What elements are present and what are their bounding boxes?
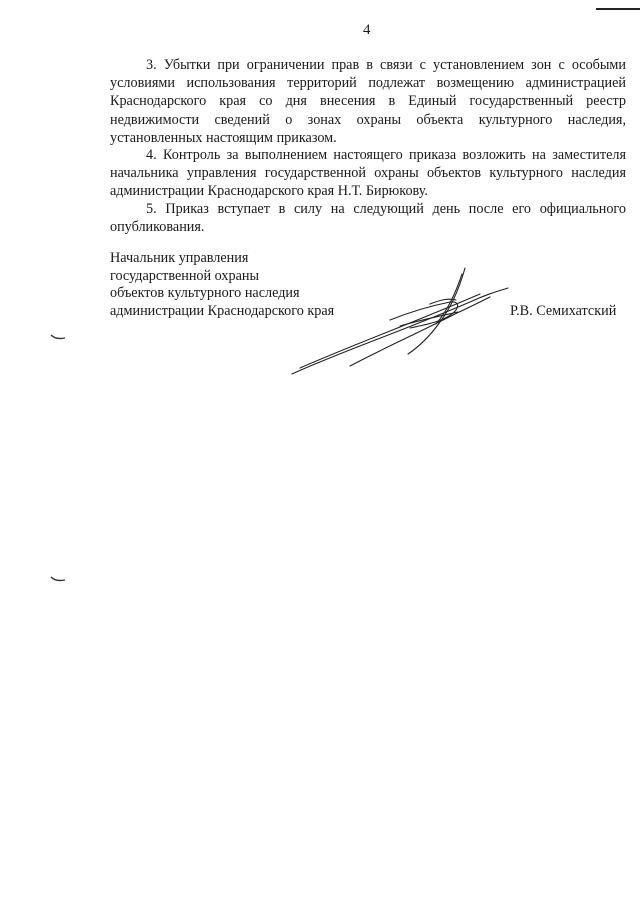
handwritten-signature <box>280 262 520 382</box>
paragraph-4 <box>110 146 626 201</box>
signatory-title-line: администрации Краснодарского края <box>110 302 335 319</box>
paragraph-3 <box>110 56 626 147</box>
signatory-title-line: государственной охраны <box>110 267 260 284</box>
scan-edge-line <box>596 8 640 10</box>
scan-mark-icon <box>50 575 66 583</box>
signatory-title-line: объектов культурного наследия <box>110 285 300 302</box>
scan-mark-icon <box>50 333 66 341</box>
page-number: 4 <box>363 22 371 38</box>
paragraph-text: 4. Контроль за выполнением настоящего приказа возложить на заместителя начальника управления государственной охраны объектов культурного наследия администрации Краснодарского края Н.Т. Бирюкову. <box>110 147 626 200</box>
paragraph-text: 3. Убытки при ограничении прав в связи с установлением зон с особыми условиями использования территорий подлежат возмещению администрацией Краснодарского края со дня внесения в Единый государственный реестр недвижимости сведений о зонах охраны объекта культурного наследия, установленных настоящим приказом. <box>110 57 626 146</box>
signatory-name: Р.В. Семихатский <box>510 303 617 319</box>
signatory-title-line: Начальник управления <box>110 250 249 266</box>
paragraph-text: 5. Приказ вступает в силу на следующий день после его официального опубликования. <box>110 201 626 236</box>
paragraph-5 <box>110 200 626 236</box>
